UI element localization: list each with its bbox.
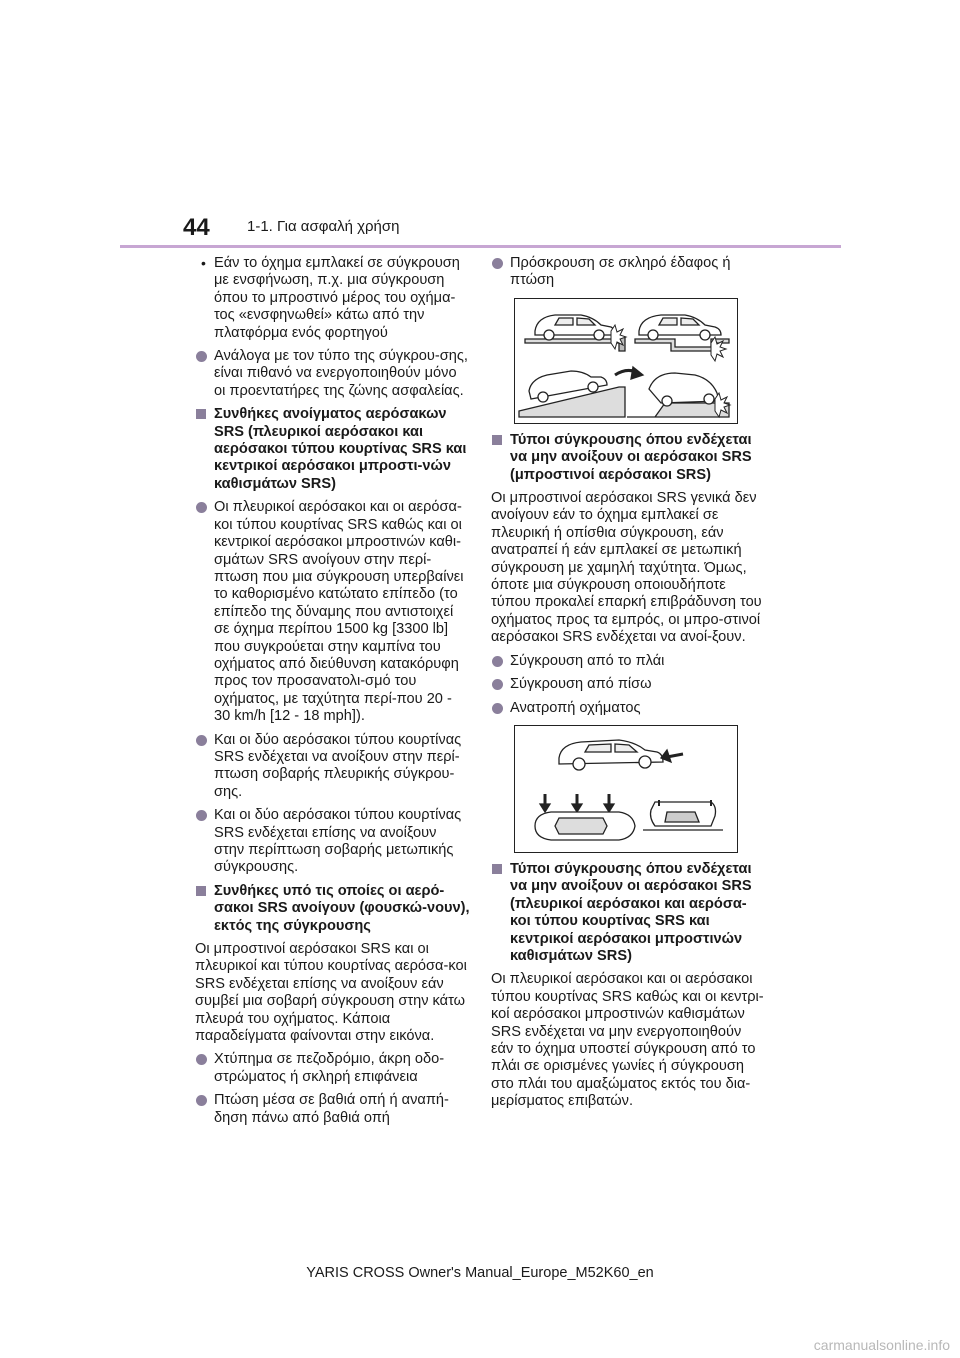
header-rule [120,245,841,248]
section-title: 1-1. Για ασφαλή χρήση [247,218,400,235]
square-bullet-icon [492,861,502,879]
right-column [491,255,766,1117]
heading-text: Τύποι σύγκρουσης όπου ενδέχεται να μην ανοίξουν οι αερόσακοι SRS (πλευρικοί αερόσακοι και αερόσα-κοι τύπου κουρτίνας SRS και κεντρικοί αερόσακοι μπροστινών καθισμάτων SRS) [510,860,752,964]
car-curb-icon [525,315,625,351]
heading-text: Συνθήκες υπό τις οποίες οι αερό-σακοι SRS ανοίγουν (φουσκώ-νουν), εκτός της σύγκρουσης [214,882,470,934]
item-text: Ανάλογα με τον τύπο της σύγκρου-σης, είναι πιθανό να ενεργοποιηθούν μόνο οι προεντατήρες της ζώνης ασφαλείας. [214,348,468,399]
list-item [195,255,470,342]
square-bullet-icon [196,406,206,424]
square-bullet-icon [196,883,206,901]
paragraph: Οι μπροστινοί αερόσακοι SRS και οι πλευρικοί και τύπου κουρτίνας αερόσα-κοι SRS ενδέχεται επίσης να ανοίξουν εάν συμβεί μια σοβαρή σύγκρουση στην κάτω πλευρά του οχήματος. Κάποια παραδείγματα φαίνονται στην εικόνα. [195,941,467,1045]
car-side-impact-icon [535,794,635,840]
car-rear-impact-icon [559,740,683,770]
circle-bullet-icon [196,1051,207,1070]
list-item [195,732,470,802]
circle-bullet-icon [196,499,207,518]
bullet-icon: • [201,255,206,271]
paragraph: Οι πλευρικοί αερόσακοι και οι αερόσακοι τύπου κουρτίνας SRS καθώς και οι κεντρι-κοί αερόσακοι μπροστινών καθισμάτων SRS ενδέχεται να μην ενεργοποιηθούν εάν το όχημα υποστεί σύγκρουση από το πλάι σε ορισμένες γωνίες ή σύγκρουση στο πλάι του αμαξώματος εκτός του δια-μερίσματος επιβατών. [491,971,764,1110]
circle-bullet-icon [196,732,207,751]
circle-bullet-icon [196,348,207,367]
list-item [195,499,470,725]
illustration-collision-types [514,725,738,853]
page-number: 44 [183,214,210,241]
section-heading [195,406,470,493]
square-bullet-icon [492,432,502,450]
left-column [195,255,470,1133]
list-item [491,676,766,693]
list-item [195,807,470,877]
item-text: Και οι δύο αερόσακοι τύπου κουρτίνας SRS ενδέχεται επίσης να ανοίξουν στην περίπτωση σοβαρής μετωπικής σύγκρουσης. [214,807,462,876]
list-item [195,1051,470,1086]
ramp-jump-icon [519,367,729,417]
paragraph: Οι μπροστινοί αερόσακοι SRS γενικά δεν ανοίγουν εάν το όχημα εμπλακεί σε πλευρική ή οπίσθια σύγκρουση, εάν ανατραπεί ή εάν εμπλακεί σε μετωπική σύγκρουση με χαμηλή ταχύτητα. Όμως, όποτε μια σύγκρουση οποιουδήποτε τύπου προκαλεί επαρκή επιβράδυνση του οχήματος προς τα εμπρός, οι μπρο-στινοί αερόσακοι SRS ενδέχεται να ανοί-ξουν. [491,490,762,646]
illustration-ground-impact [514,298,738,424]
collision-types-drawing [515,726,739,854]
list-item [491,653,766,670]
item-text: Σύγκρουση από το πλάι [510,652,665,669]
list-item [491,700,766,717]
circle-bullet-icon [196,1092,207,1111]
item-text: Πτώση μέσα σε βαθιά οπή ή αναπή-δηση πάνω από βαθιά οπή [214,1092,449,1126]
list-item [491,255,766,290]
watermark: carmanualsonline.info [813,1337,950,1353]
item-text: Εάν το όχημα εμπλακεί σε σύγκρουση με ενσφήνωση, π.χ. μια σύγκρουση όπου το μπροστινό μέρος του οχήμα-τος «ενσφηνωθεί» κάτω από την πλατφόρμα ενός φορτηγού [214,255,460,341]
item-text: Σύγκρουση από πίσω [510,676,652,693]
circle-bullet-icon [196,807,207,826]
circle-bullet-icon [492,255,503,274]
circle-bullet-icon [492,676,503,695]
item-text: Ανατροπή οχήματος [510,699,641,716]
item-text: Πρόσκρουση σε σκληρό έδαφος ή πτώση [510,255,731,289]
heading-text: Τύποι σύγκρουσης όπου ενδέχεται να μην ανοίξουν οι αερόσακοι SRS (μπροστινοί αερόσακοι SRS) [510,431,752,483]
section-heading [491,861,766,965]
car-rollover-icon [643,800,723,830]
circle-bullet-icon [492,700,503,719]
ground-impact-drawing [515,299,739,425]
circle-bullet-icon [492,653,503,672]
section-heading [491,432,766,484]
section-heading [195,883,470,935]
list-item [195,1092,470,1127]
heading-text: Συνθήκες ανοίγματος αερόσακων SRS (πλευρικοί αερόσακοι και αερόσακοι τύπου κουρτίνας SRS και κεντρικοί αερόσακοι μπροστι-νών καθισμάτων SRS) [214,406,467,492]
item-text: Οι πλευρικοί αερόσακοι και οι αερόσα-κοι τύπου κουρτίνας SRS καθώς και οι κεντρικοί αερόσακοι μπροστινών καθι-σμάτων SRS ανοίγουν στην περί-πτωση που μια σύγκρουση υπερβαίνει το καθορισμένο κατώτατο επίπεδο (το επίπεδο της δύναμης που αντιστοιχεί σε όχημα περίπου 1500 kg [3300 lb] που συγκρούεται στην καμπίνα του οχήματος από διεύθυνση κατακόρυφη προς τον προσανατολι-σμό του οχήματος, με ταχύτητα περί-που 20 - 30 km/h [12 - 18 mph]). [214,499,464,725]
list-item [195,348,470,400]
page-footer: YARIS CROSS Owner's Manual_Europe_M52K60_en [306,1265,654,1281]
item-text: Και οι δύο αερόσακοι τύπου κουρτίνας SRS ενδέχεται να ανοίξουν στην περί-πτωση σοβαρής πλευρικής σύγκρου-σης. [214,731,462,800]
item-text: Χτύπημα σε πεζοδρόμιο, άκρη οδο-στρώματος ή σκληρή επιφάνεια [214,1051,445,1085]
